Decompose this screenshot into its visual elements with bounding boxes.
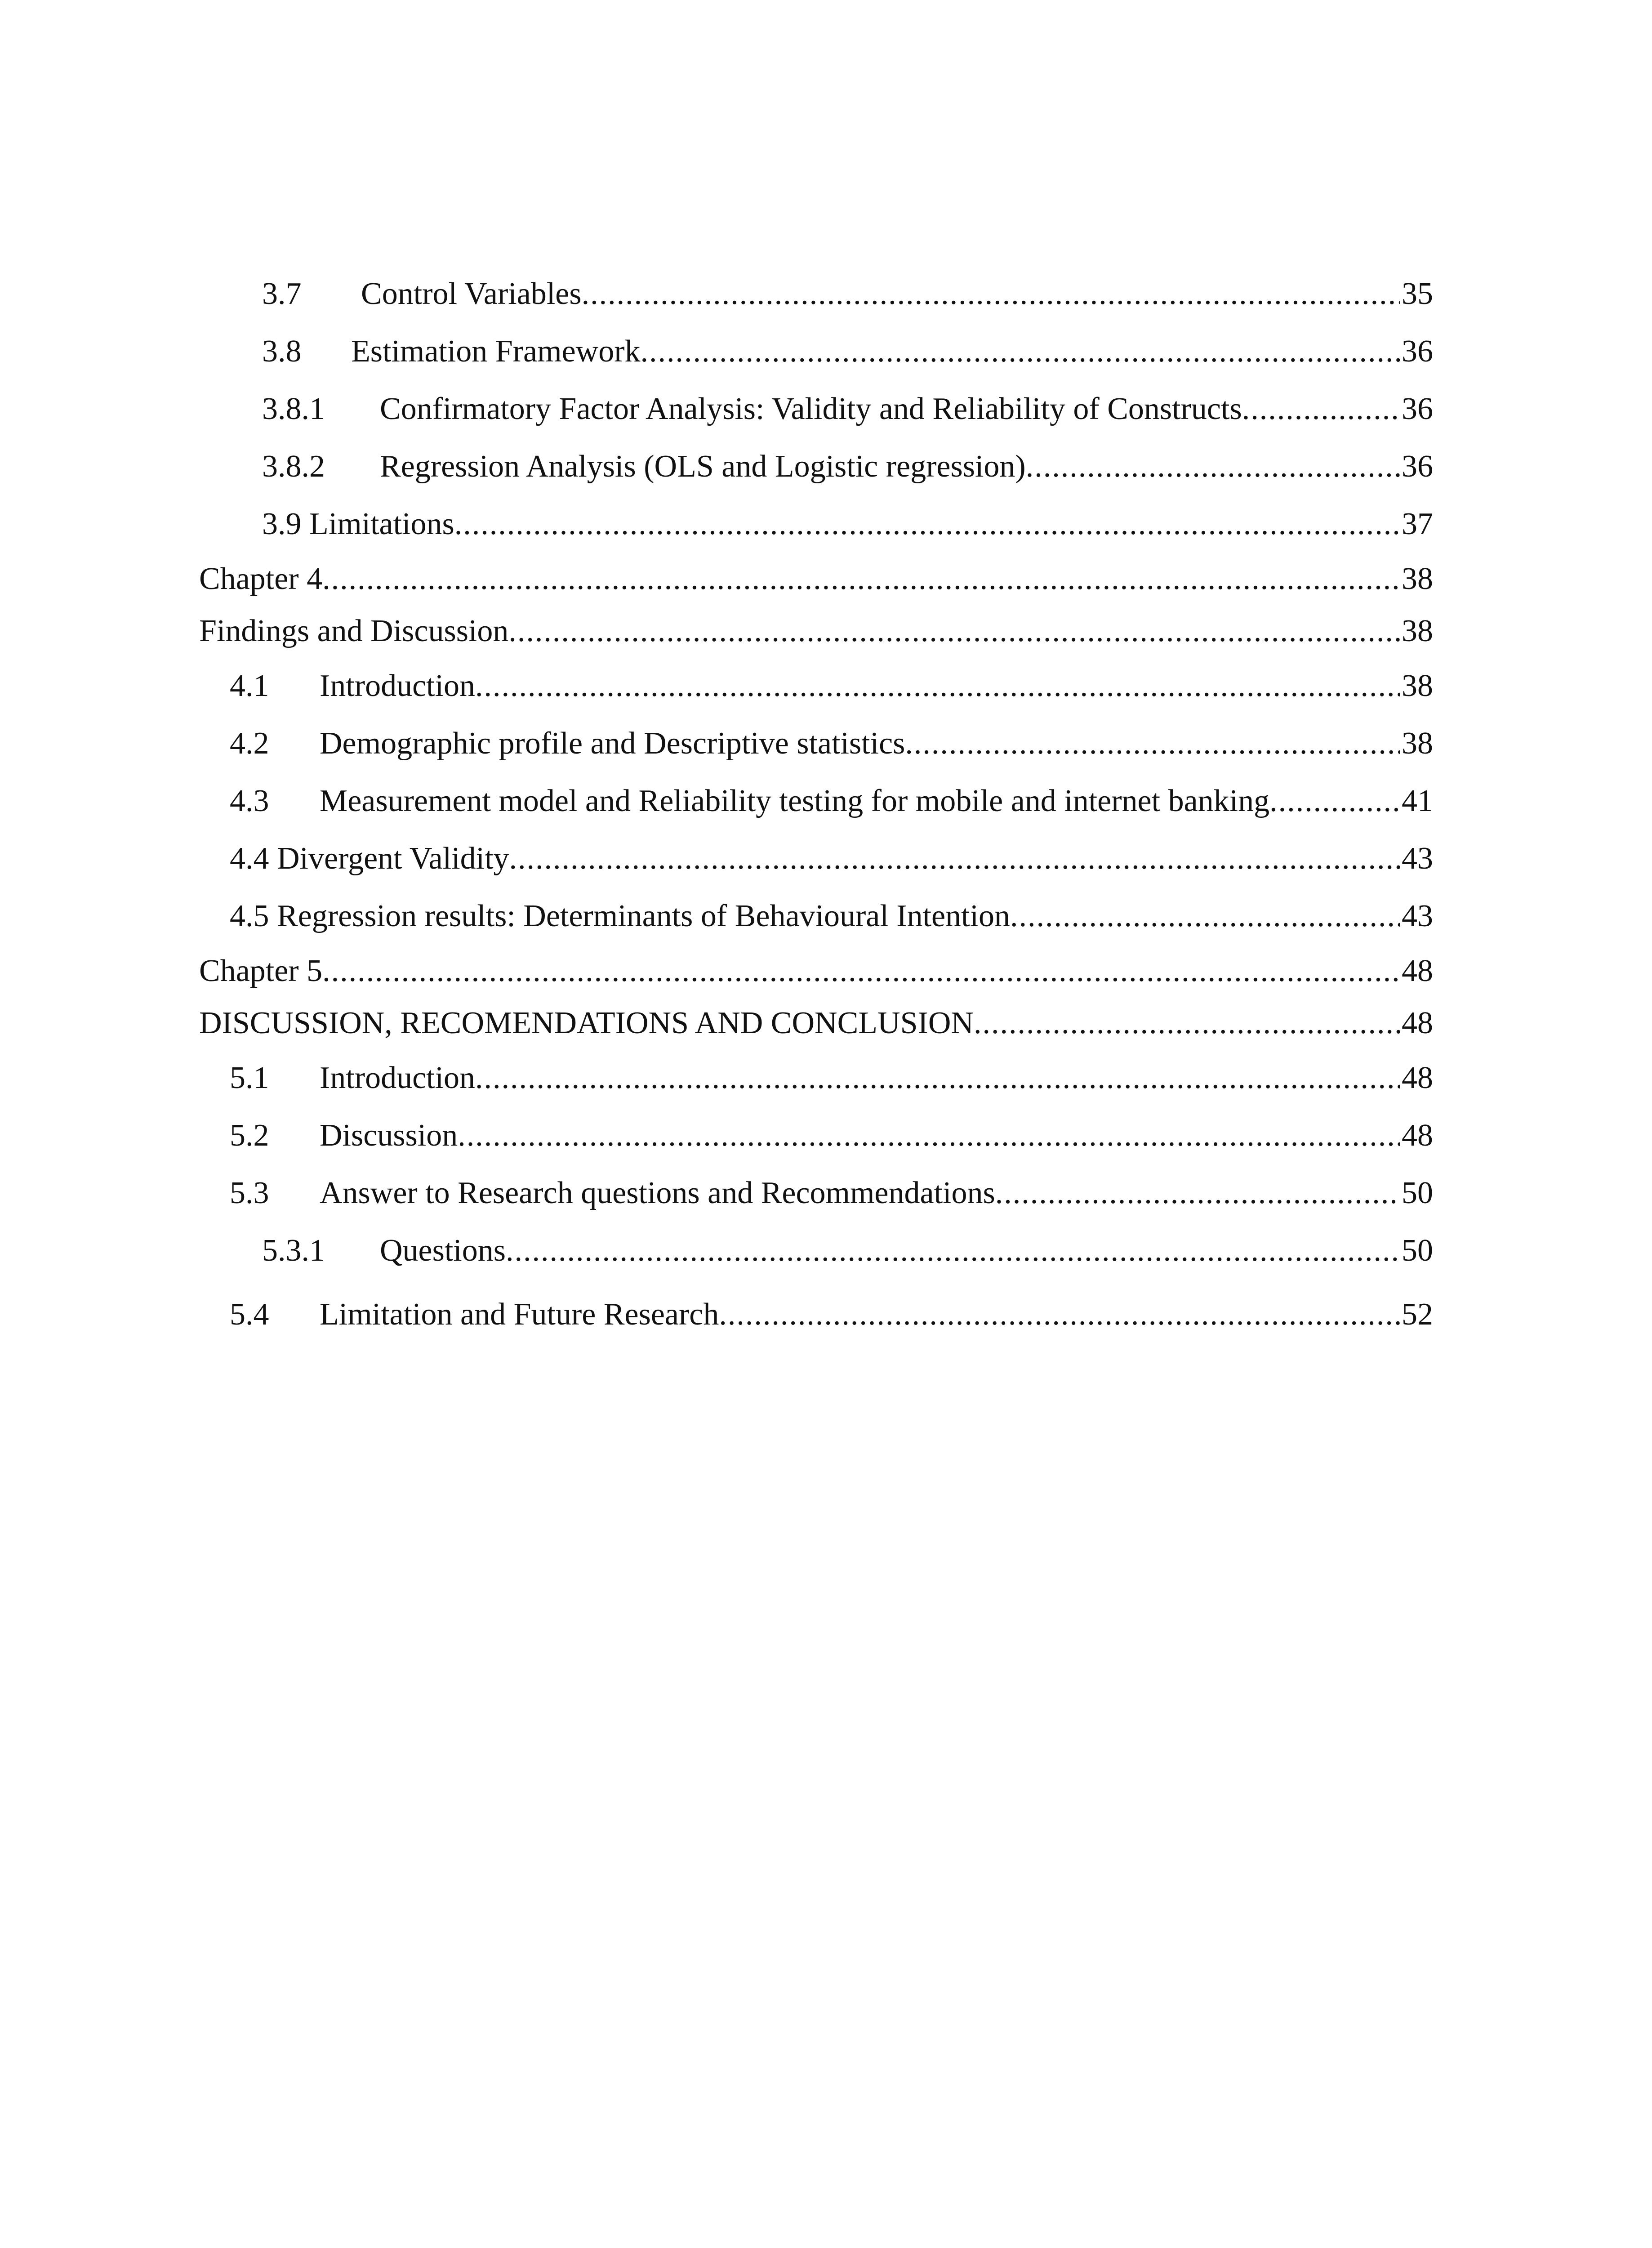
toc-page-number: 38 — [1402, 726, 1433, 761]
toc-page-number: 48 — [1402, 1118, 1433, 1153]
toc-page-number: 43 — [1402, 899, 1433, 933]
toc-number: 3.8.2 — [262, 449, 325, 484]
toc-page-number: 52 — [1402, 1297, 1433, 1332]
dot-leader — [506, 1222, 1400, 1280]
toc-page-number: 50 — [1402, 1176, 1433, 1210]
toc-page-number: 50 — [1402, 1233, 1433, 1268]
toc-entry-5-2[interactable] — [199, 1107, 1433, 1164]
toc-entry-3-9[interactable] — [199, 495, 1433, 553]
dot-leader — [1026, 438, 1400, 495]
toc-title: Introduction — [320, 1061, 476, 1095]
toc-entry-findings-and-discussion[interactable] — [199, 605, 1433, 657]
toc-page-number: 48 — [1402, 1061, 1433, 1095]
toc-title: 3.9 Limitations — [262, 507, 454, 541]
table-of-contents — [199, 265, 1433, 1343]
dot-leader — [1010, 888, 1400, 945]
toc-entry-3-8-2[interactable] — [199, 438, 1433, 495]
toc-entry-5-4[interactable] — [199, 1286, 1433, 1343]
toc-number: 5.4 — [230, 1297, 269, 1332]
toc-entry-5-3-1[interactable] — [199, 1222, 1433, 1280]
toc-title: Confirmatory Factor Analysis: Validity and Reliability of Constructs — [380, 392, 1242, 426]
toc-title: 4.5 Regression results: Determinants of Behavioural Intention — [230, 899, 1011, 933]
dot-leader — [475, 1049, 1400, 1107]
toc-entry-4-1[interactable] — [199, 657, 1433, 715]
toc-page-number: 38 — [1402, 669, 1433, 703]
toc-entry-5-1[interactable] — [199, 1049, 1433, 1107]
toc-page-number: 37 — [1402, 507, 1433, 541]
toc-title: Estimation Framework — [351, 334, 641, 369]
toc-title: Discussion — [320, 1118, 458, 1153]
toc-title: Limitation and Future Research — [320, 1297, 719, 1332]
toc-page-number: 48 — [1402, 1006, 1433, 1040]
toc-title: Introduction — [320, 669, 476, 703]
toc-entry-3-8[interactable] — [199, 323, 1433, 380]
dot-leader — [454, 495, 1400, 553]
toc-entry-4-4[interactable] — [199, 830, 1433, 888]
toc-number: 3.7 — [262, 277, 302, 311]
toc-title: Chapter 5 — [199, 954, 323, 988]
dot-leader — [458, 1107, 1400, 1164]
toc-number: 3.8 — [262, 334, 302, 369]
toc-entry-chapter-5[interactable] — [199, 945, 1433, 997]
dot-leader — [322, 553, 1400, 605]
toc-title: Regression Analysis (OLS and Logistic regression) — [380, 449, 1026, 484]
toc-entry-3-7[interactable] — [199, 265, 1433, 323]
toc-number: 4.3 — [230, 784, 269, 818]
toc-entry-3-8-1[interactable] — [199, 380, 1433, 438]
toc-title: Demographic profile and Descriptive statistics — [320, 726, 905, 761]
toc-entry-5-3[interactable] — [199, 1164, 1433, 1222]
toc-title: Measurement model and Reliability testing for mobile and internet banking — [320, 784, 1270, 818]
dot-leader — [508, 605, 1400, 657]
dot-leader — [322, 945, 1400, 997]
toc-title: 4.4 Divergent Validity — [230, 841, 509, 876]
toc-entry-4-5[interactable] — [199, 888, 1433, 945]
toc-page-number: 35 — [1402, 277, 1433, 311]
toc-title: Questions — [380, 1233, 506, 1268]
toc-number: 3.8.1 — [262, 392, 325, 426]
toc-title: Chapter 4 — [199, 562, 323, 596]
toc-title: Answer to Research questions and Recommendations — [320, 1176, 995, 1210]
dot-leader — [475, 657, 1400, 715]
toc-number: 4.1 — [230, 669, 269, 703]
toc-entry-4-3[interactable] — [199, 772, 1433, 830]
dot-leader — [1242, 380, 1400, 438]
toc-page-number: 38 — [1402, 614, 1433, 648]
toc-page-number: 48 — [1402, 954, 1433, 988]
toc-page-number: 41 — [1402, 784, 1433, 818]
dot-leader — [995, 1164, 1400, 1222]
toc-number: 5.2 — [230, 1118, 269, 1153]
toc-number: 5.1 — [230, 1061, 269, 1095]
dot-leader — [641, 323, 1400, 380]
toc-entry-chapter-4[interactable] — [199, 553, 1433, 605]
dot-leader — [905, 715, 1400, 772]
toc-number: 5.3 — [230, 1176, 269, 1210]
dot-leader — [719, 1286, 1400, 1343]
toc-page-number: 36 — [1402, 334, 1433, 369]
dot-leader — [582, 265, 1400, 323]
dot-leader — [1269, 772, 1400, 830]
toc-title: Findings and Discussion — [199, 614, 509, 648]
toc-page-number: 43 — [1402, 841, 1433, 876]
toc-number: 5.3.1 — [262, 1233, 325, 1268]
toc-entry-4-2[interactable] — [199, 715, 1433, 772]
toc-title: Control Variables — [361, 277, 582, 311]
toc-title: DISCUSSION, RECOMENDATIONS AND CONCLUSION — [199, 1006, 974, 1040]
toc-number: 4.2 — [230, 726, 269, 761]
dot-leader — [974, 997, 1400, 1049]
toc-entry-discussion-recommendations-conclusion[interactable] — [199, 997, 1433, 1049]
toc-page-number: 38 — [1402, 562, 1433, 596]
toc-page-number: 36 — [1402, 449, 1433, 484]
toc-page-number: 36 — [1402, 392, 1433, 426]
dot-leader — [509, 830, 1400, 888]
